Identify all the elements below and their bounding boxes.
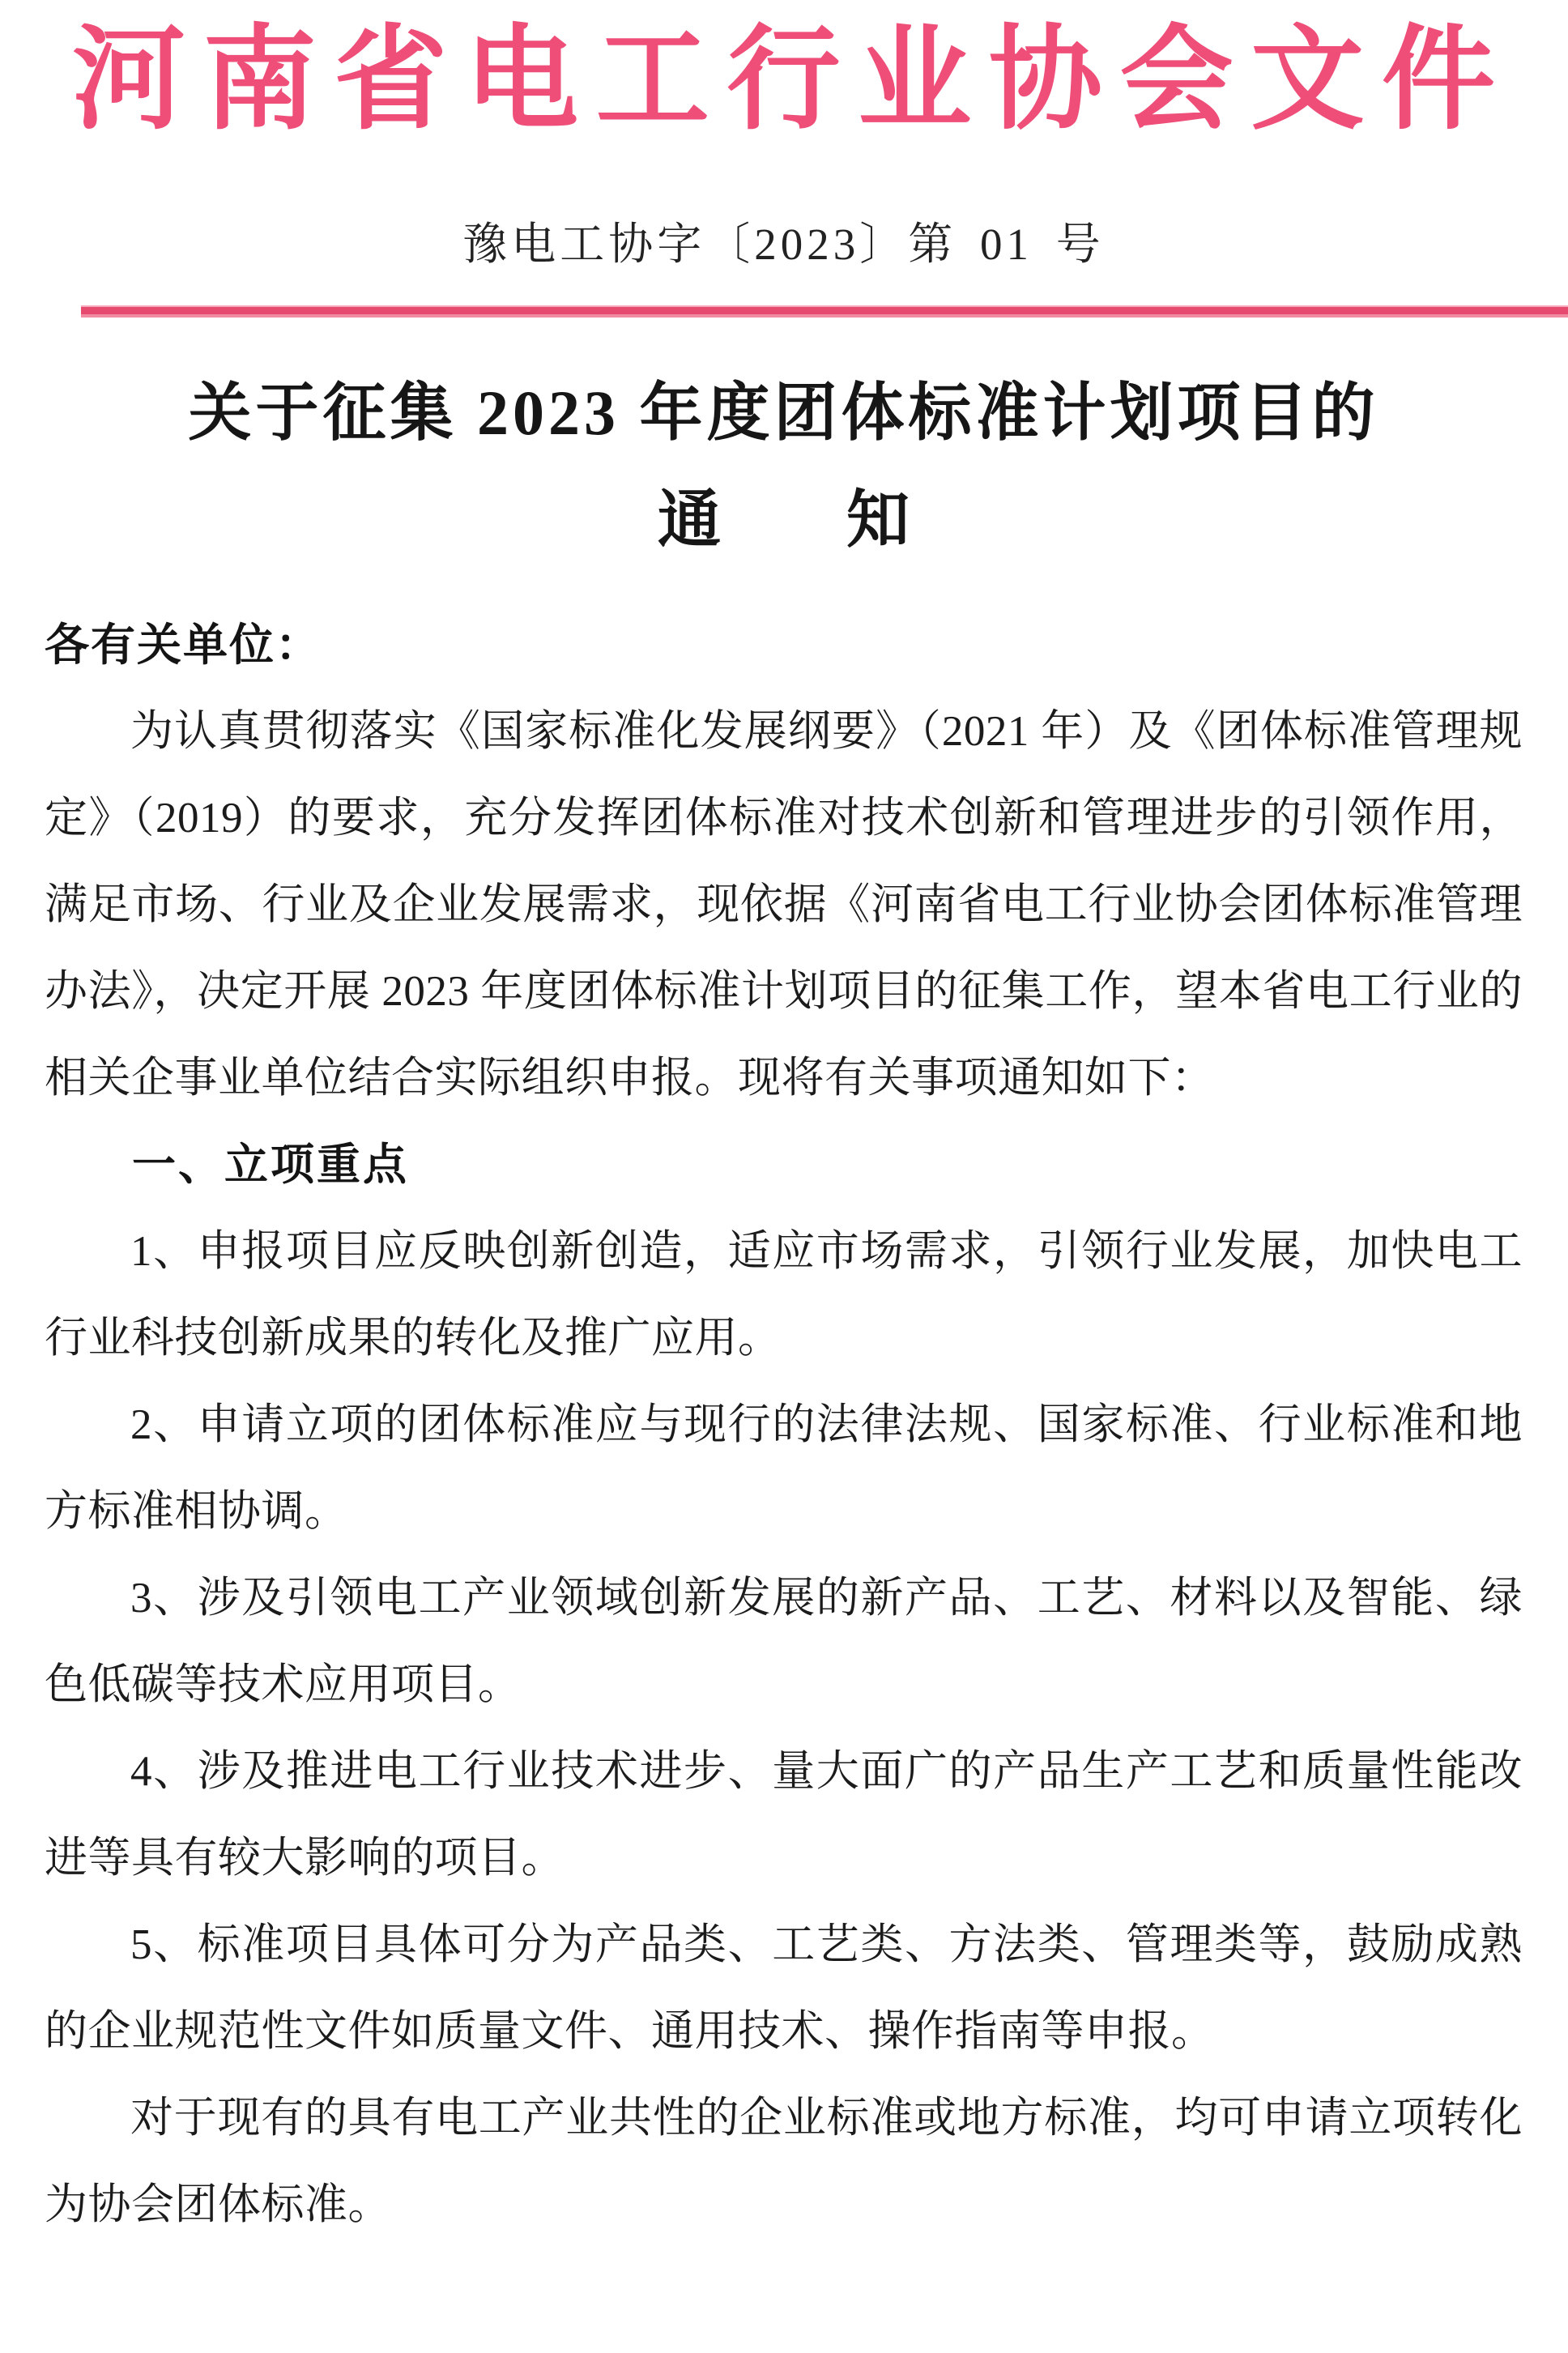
intro-paragraph: 为认真贯彻落实《国家标准化发展纲要》（2021 年）及《团体标准管理规定》（2019）的要求，充分发挥团体标准对技术创新和管理进步的引领作用，满足市场、行业及企业发展需求，现依据《河南省电工行业协会团体标准管理办法》，决定开展 2023 年度团体标准计划项目的征集工作，望本省电工行业的相关企事业单位结合实际组织申报。现将有关事项通知如下： bbox=[45, 708, 1523, 1102]
doc-title-line1: 关于征集 2023 年度团体标准计划项目的 bbox=[188, 377, 1379, 448]
document-page bbox=[0, 19, 1568, 2353]
list-item-2: 2、申请立项的团体标准应与现行的法律法规、国家标准、行业标准和地方标准相协调。 bbox=[45, 1401, 1523, 1535]
letterhead-org-title: 河南省电工行业协会文件 bbox=[71, 18, 1513, 143]
red-divider-line bbox=[81, 305, 1568, 318]
closing-paragraph: 对于现有的具有电工产业共性的企业标准或地方标准，均可申请立项转化为协会团体标准。 bbox=[45, 2095, 1523, 2228]
salutation: 各有关单位： bbox=[45, 620, 322, 670]
doc-title-line2-char-left: 通 bbox=[657, 484, 721, 555]
doc-title-line2-char-right: 知 bbox=[846, 484, 910, 555]
list-item-5: 5、标准项目具体可分为产品类、工艺类、方法类、管理类等，鼓励成熟的企业规范性文件如质量文件、通用技术、操作指南等申报。 bbox=[45, 1921, 1523, 2055]
list-item-1: 1、申报项目应反映创新创造，适应市场需求，引领行业发展，加快电工行业科技创新成果的转化及推广应用。 bbox=[45, 1228, 1523, 1362]
section-heading-1: 一、立项重点 bbox=[132, 1140, 409, 1189]
doc-number: 豫电工协字〔2023〕第 01 号 bbox=[462, 220, 1105, 269]
doc-title-line2 bbox=[45, 486, 1523, 554]
list-item-3: 3、涉及引领电工产业领域创新发展的新产品、工艺、材料以及智能、绿色低碳等技术应用项目。 bbox=[45, 1575, 1523, 1708]
list-item-4: 4、涉及推进电工行业技术进步、量大面广的产品生产工艺和质量性能改进等具有较大影响的项目。 bbox=[45, 1748, 1523, 1882]
document-body bbox=[45, 602, 1523, 2249]
